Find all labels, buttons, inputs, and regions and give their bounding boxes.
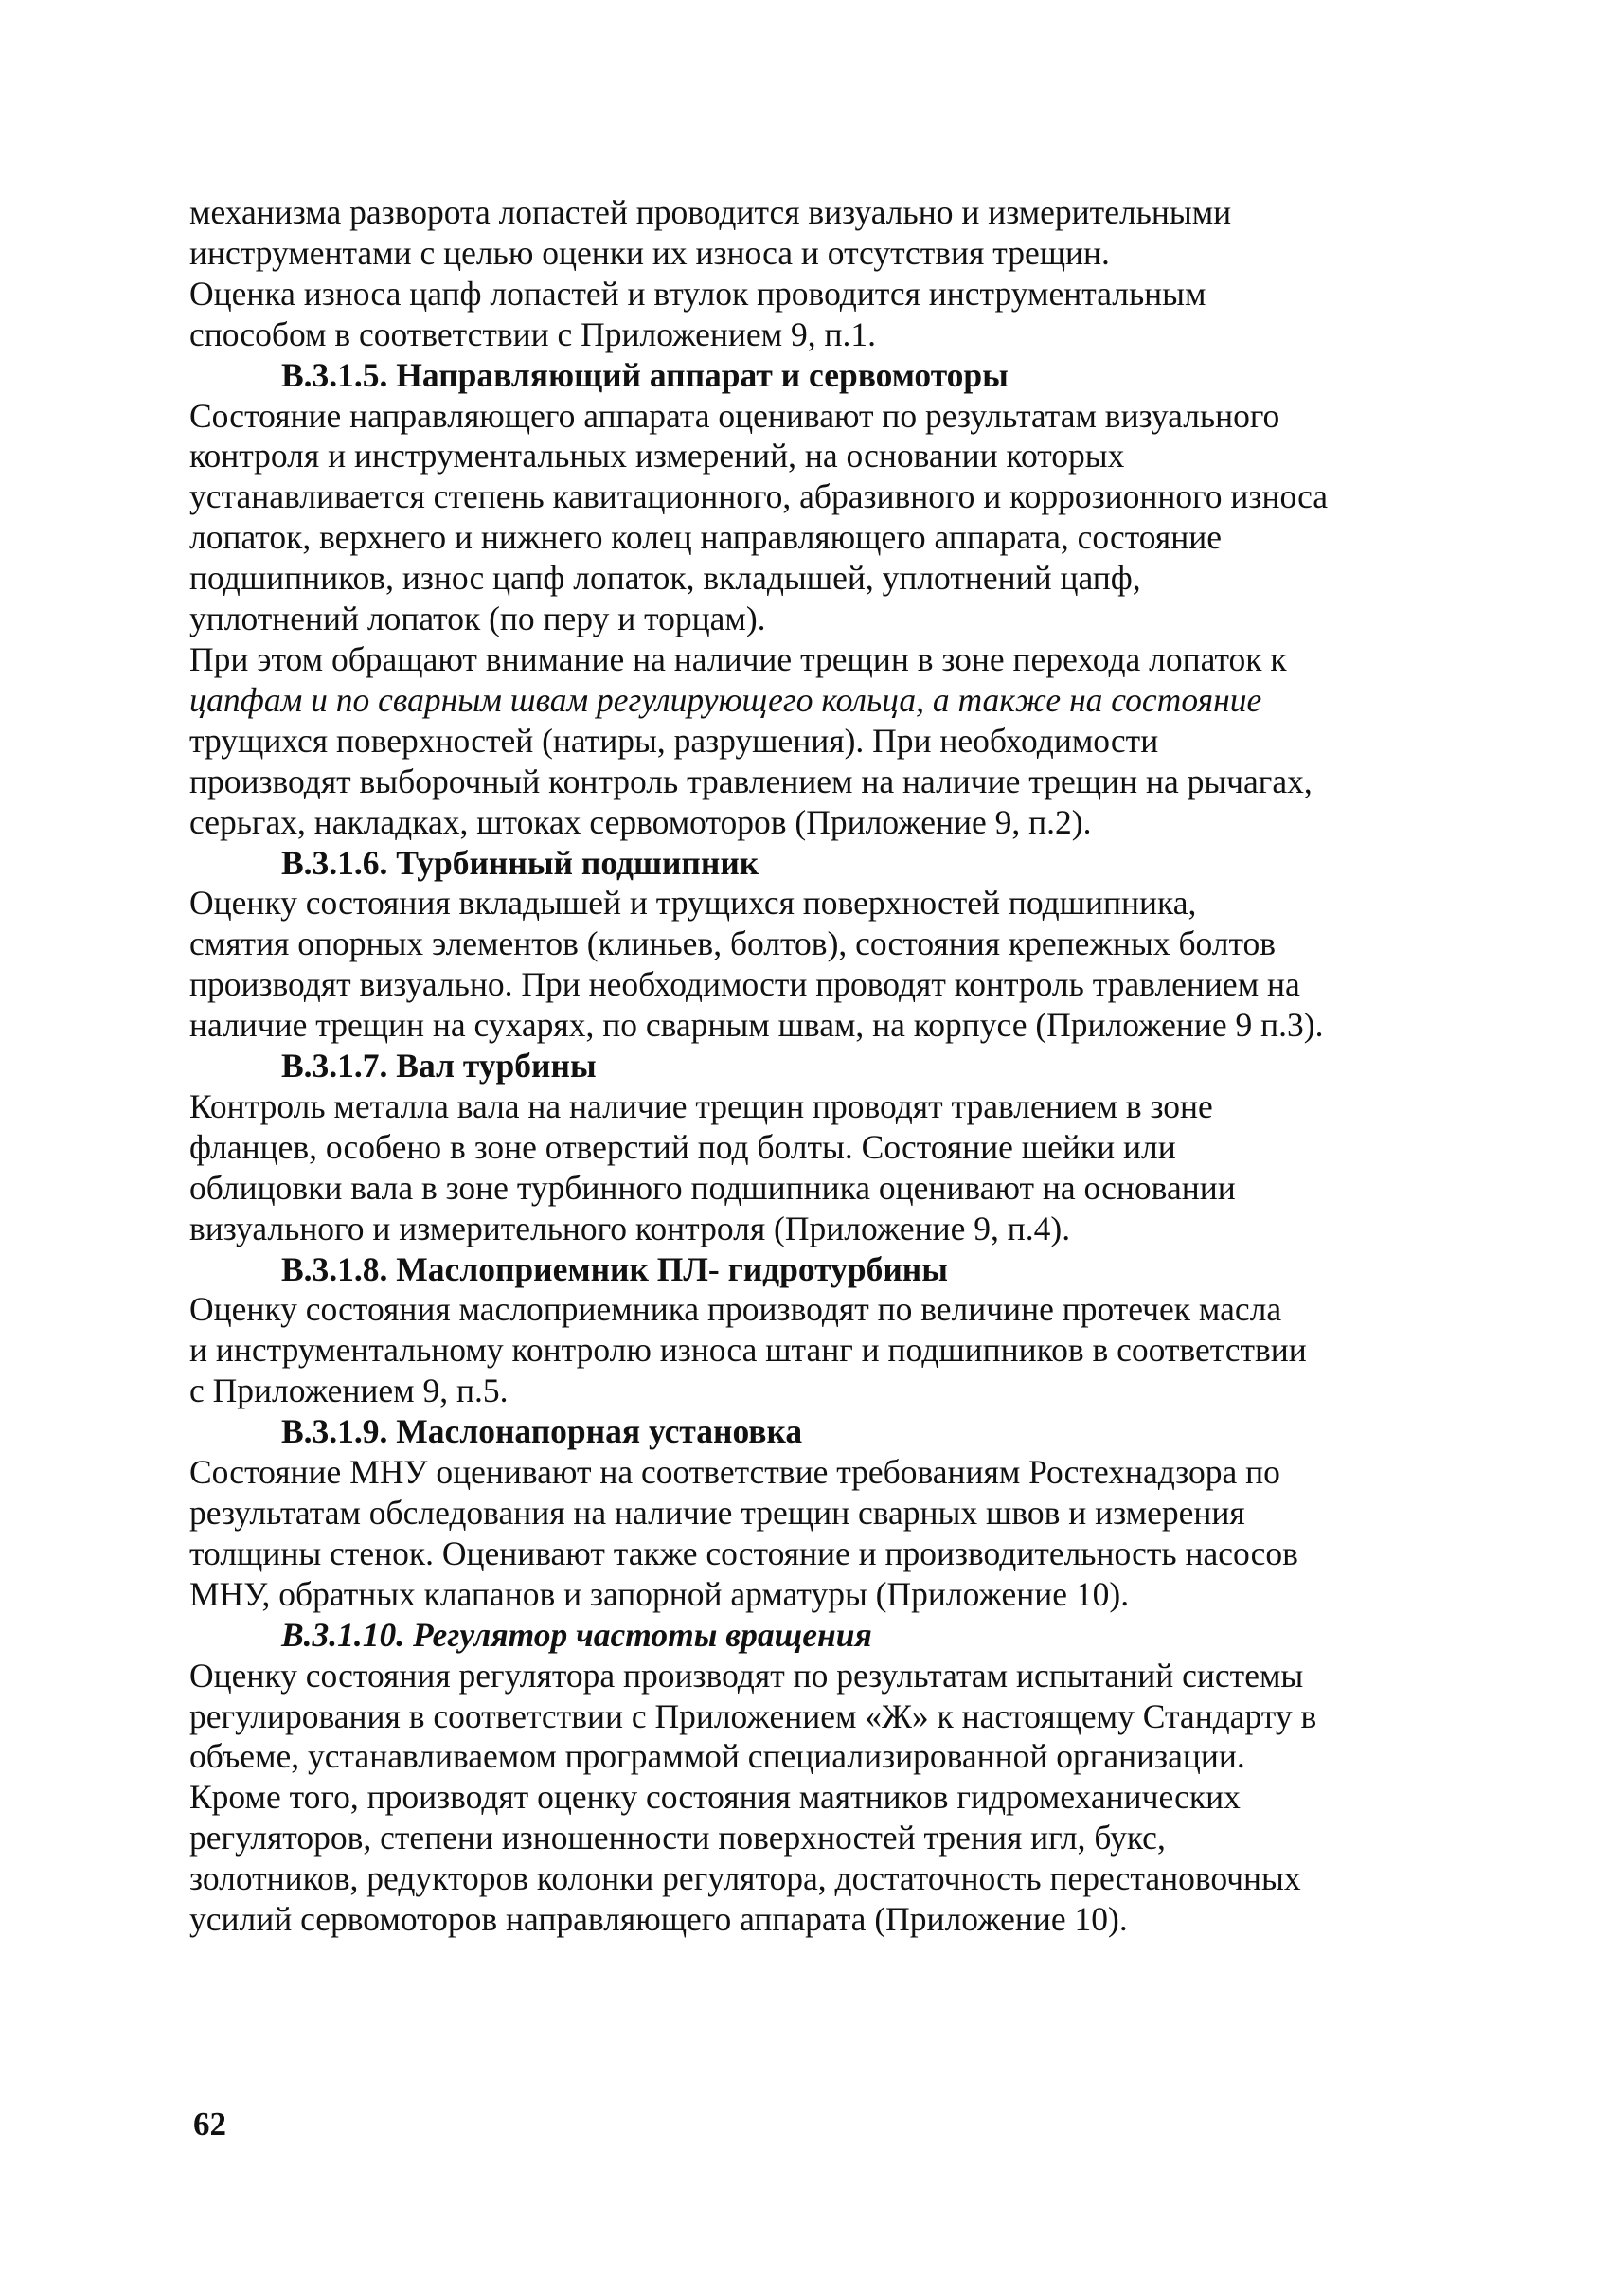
paragraph (189, 1289, 1411, 1411)
text-line: регулирования в соответствии с Приложением «Ж» к настоящему Стандарту в (189, 1696, 1317, 1735)
text-line: контроля и инструментальных измерений, на основании которых (189, 437, 1125, 475)
text-line: облицовки вала в зоне турбинного подшипника оценивают на основании (189, 1168, 1236, 1207)
text-line: Состояние направляющего аппарата оценивают по результатам визуального (189, 396, 1280, 435)
paragraph (189, 192, 1411, 274)
text-line: производят выборочный контроль травлением на наличие трещин на рычагах, (189, 762, 1313, 800)
paragraph (189, 639, 1411, 843)
text-line: с Приложением 9, п.5. (189, 1372, 509, 1410)
text-line: Оценка износа цапф лопастей и втулок проводится инструментальным (189, 274, 1206, 313)
text-line: смятия опорных элементов (клиньев, болтов), состояния крепежных болтов (189, 924, 1277, 963)
text-line: фланцев, особено в зоне отверстий под болты. Состояние шейки или (189, 1127, 1176, 1166)
paragraph (189, 1452, 1411, 1615)
text-line: Оценку состояния вкладышей и трущихся поверхностей подшипника, (189, 884, 1197, 923)
text-line: цапфам и по сварным швам регулирующего кольца, а также на состояние (189, 680, 1262, 719)
paragraph (189, 1086, 1411, 1249)
text-line: Оценку состояния маслоприемника производят по величине протечек масла (189, 1290, 1282, 1329)
paragraph (189, 883, 1411, 1046)
text-line: серьгах, накладках, штоках сервомоторов (Приложение 9, п.2). (189, 802, 1092, 841)
page-number: 62 (193, 2106, 226, 2143)
text-line: регуляторов, степени изношенности поверхностей трения игл, букс, (189, 1819, 1166, 1857)
text-line: Кроме того, производят оценку состояния маятников гидромеханических (189, 1778, 1241, 1817)
text-line: лопаток, верхнего и нижнего колец направляющего аппарата, состояние (189, 518, 1222, 557)
text-line: визуального и измерительного контроля (Приложение 9, п.4). (189, 1209, 1071, 1247)
text-line: Оценку состояния регулятора производят по результатам испытаний системы (189, 1656, 1304, 1695)
text-line: объеме, устанавливаемом программой специализированной организации. (189, 1737, 1245, 1776)
text-line: усилий сервомоторов направляющего аппарата (Приложение 10). (189, 1900, 1128, 1939)
text-line: наличие трещин на сухарях, по сварным швам, на корпусе (Приложение 9 п.3). (189, 1006, 1324, 1045)
text-line: золотников, редукторов колонки регулятора, достаточность перестановочных (189, 1859, 1301, 1898)
section-heading: В.3.1.5. Направляющий аппарат и сервомоторы (281, 355, 1009, 394)
text-line: подшипников, износ цапф лопаток, вкладышей, уплотнений цапф, (189, 559, 1141, 598)
text-line: трущихся поверхностей (натиры, разрушения). При необходимости (189, 721, 1159, 760)
text-line: Состояние МНУ оценивают на соответствие требованиям Ростехнадзора по (189, 1453, 1280, 1492)
text-line: уплотнений лопаток (по перу и торцам). (189, 600, 766, 638)
text-line: и инструментальному контролю износа штанг и подшипников в соответствии (189, 1331, 1307, 1370)
text-line: способом в соответствии с Приложением 9, п.1. (189, 314, 876, 353)
section-heading: В.3.1.6. Турбинный подшипник (281, 843, 759, 882)
paragraph (189, 1656, 1411, 1778)
text-line: устанавливается степень кавитационного, абразивного и коррозионного износа (189, 477, 1329, 516)
text-line: толщины стенок. Оценивают также состояние и производительность насосов (189, 1534, 1298, 1572)
page-body (189, 192, 1411, 1940)
section-heading: В.3.1.10. Регулятор частоты вращения (281, 1615, 872, 1654)
paragraph (189, 1777, 1411, 1940)
text-line: инструментами с целью оценки их износа и отсутствия трещин. (189, 233, 1110, 272)
paragraph (189, 274, 1411, 355)
paragraph (189, 396, 1411, 639)
text-line: МНУ, обратных клапанов и запорной арматуры (Приложение 10). (189, 1574, 1130, 1613)
section-heading: В.3.1.9. Маслонапорная установка (281, 1412, 803, 1451)
section-heading: В.3.1.7. Вал турбины (281, 1047, 597, 1085)
text-line: При этом обращают внимание на наличие трещин в зоне перехода лопаток к (189, 639, 1287, 678)
text-line: производят визуально. При необходимости проводят контроль травлением на (189, 965, 1300, 1004)
section-heading: В.3.1.8. Маслоприемник ПЛ- гидротурбины (281, 1249, 948, 1288)
text-line: Контроль металла вала на наличие трещин проводят травлением в зоне (189, 1086, 1213, 1125)
text-line: результатам обследования на наличие трещин сварных швов и измерения (189, 1494, 1245, 1532)
text-line: механизма разворота лопастей проводится визуально и измерительными (189, 193, 1232, 231)
